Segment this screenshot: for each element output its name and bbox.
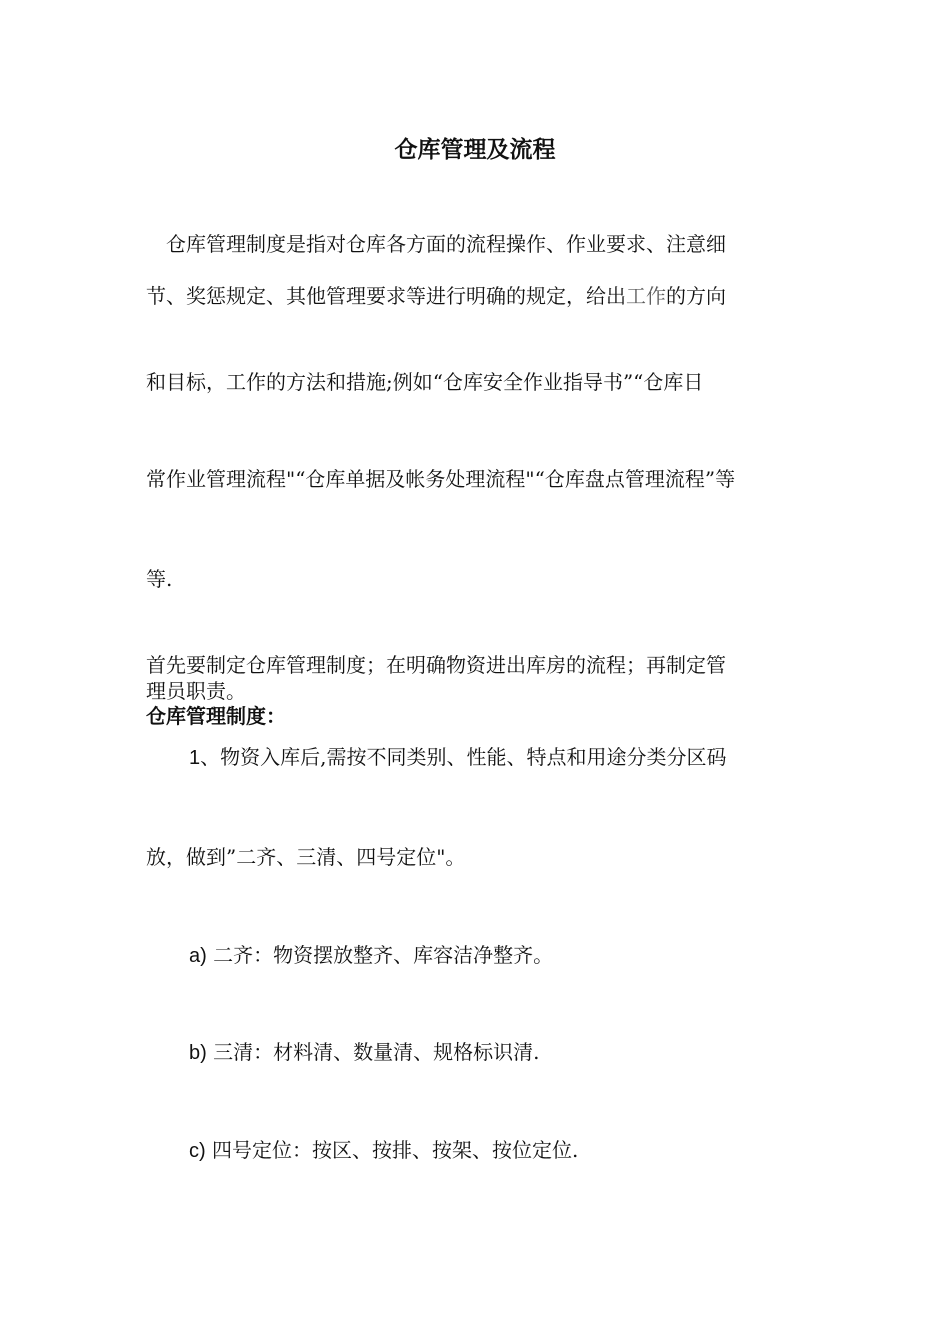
- subitem-b-text: 三清：材料清、数量清、规格标识清.: [213, 1040, 540, 1064]
- summary-line-1: 首先要制定仓库管理制度；在明确物资进出库房的流程；再制定管: [146, 653, 726, 677]
- subitem-c-text: 四号定位：按区、按排、按架、按位定位.: [212, 1138, 579, 1162]
- item-1-line-2: 放，做到”二齐、三清、四号定位"。: [146, 845, 466, 869]
- intro-line-2: [146, 284, 726, 308]
- intro-line-2-part-b: 工作: [626, 284, 666, 308]
- subitem-c: [189, 1138, 578, 1163]
- subitem-b: [189, 1040, 540, 1065]
- subitem-c-marker: c): [189, 1140, 206, 1162]
- intro-line-2-part-a: 节、奖惩规定、其他管理要求等进行明确的规定，给出: [146, 284, 626, 308]
- summary-line-2: 理员职责。: [146, 679, 246, 703]
- item-1-line-1: [189, 745, 726, 770]
- section-heading: 仓库管理制度：: [146, 704, 286, 728]
- item-1-number: 1、: [189, 747, 221, 769]
- document-title: 仓库管理及流程: [394, 136, 556, 163]
- intro-line-3: 和目标，工作的方法和措施;例如“仓库安全作业指导书”“仓库日: [146, 370, 704, 394]
- subitem-b-marker: b): [189, 1042, 207, 1064]
- intro-line-5: 等.: [146, 567, 173, 591]
- intro-line-1: 仓库管理制度是指对仓库各方面的流程操作、作业要求、注意细: [166, 232, 726, 256]
- subitem-a-text: 二齐：物资摆放整齐、库容洁净整齐。: [213, 943, 554, 967]
- item-1-text-1: 物资入库后,需按不同类别、性能、特点和用途分类分区码: [220, 745, 727, 769]
- intro-line-2-part-c: 的方向: [666, 284, 726, 308]
- subitem-a-marker: a): [189, 945, 207, 967]
- subitem-a: [189, 943, 553, 968]
- intro-line-4: 常作业管理流程"“仓库单据及帐务处理流程"“仓库盘点管理流程”等: [146, 467, 736, 491]
